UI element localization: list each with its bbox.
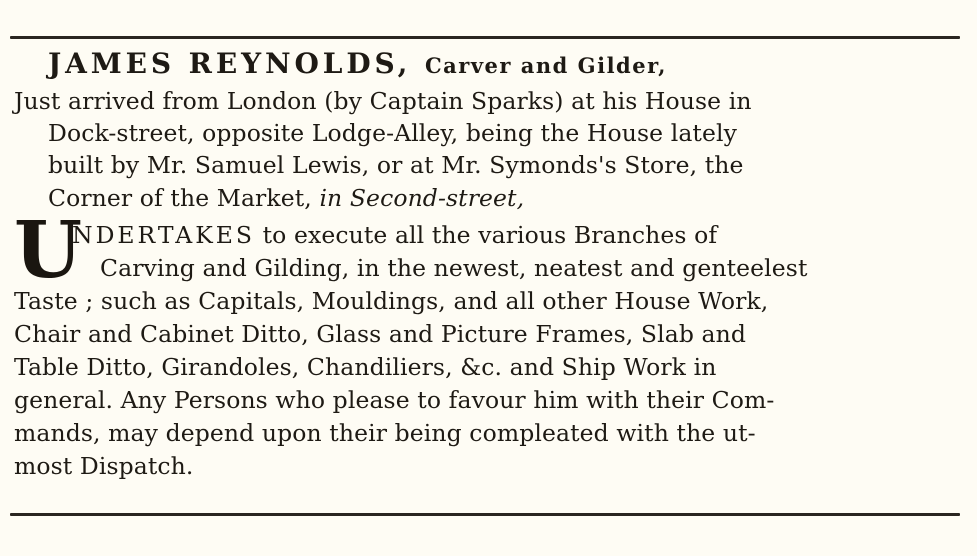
- body-line-6: general. Any Persons who please to favour him with their Com-: [14, 386, 775, 414]
- body-first-rest: to execute all the various Branches of: [262, 221, 718, 249]
- headline: [48, 46, 667, 84]
- top-rule: [10, 36, 960, 39]
- intro-line-1: Just arrived from London (by Captain Sparks) at his House in: [14, 87, 752, 115]
- intro-line-3: built by Mr. Samuel Lewis, or at Mr. Symonds's Store, the: [48, 151, 744, 179]
- intro-line-2: Dock-street, opposite Lodge-Alley, being the House lately: [48, 119, 737, 147]
- body-first-word: NDERTAKES: [72, 221, 256, 249]
- body-line-5: Table Ditto, Girandoles, Chandiliers, &c. and Ship Work in: [14, 353, 717, 381]
- body-line-4: Chair and Cabinet Ditto, Glass and Picture Frames, Slab and: [14, 320, 747, 348]
- headline-name: JAMES REYNOLDS,: [48, 47, 412, 80]
- intro-line-4: [48, 183, 524, 213]
- body-line-7: mands, may depend upon their being compleated with the ut-: [14, 419, 756, 447]
- drop-cap: U: [14, 205, 83, 296]
- bottom-rule: [10, 513, 960, 516]
- body-line-8: most Dispatch.: [14, 452, 194, 480]
- body-line-1: [72, 220, 717, 250]
- headline-trade: Carver and Gilder,: [424, 53, 667, 78]
- body-line-3: Taste ; such as Capitals, Mouldings, and all other House Work,: [14, 287, 769, 315]
- body-line-2: Carving and Gilding, in the newest, neatest and genteelest: [100, 254, 808, 282]
- intro-line-4-italic: in Second-street,: [319, 184, 525, 212]
- intro-line-4-text: Corner of the Market,: [48, 184, 312, 212]
